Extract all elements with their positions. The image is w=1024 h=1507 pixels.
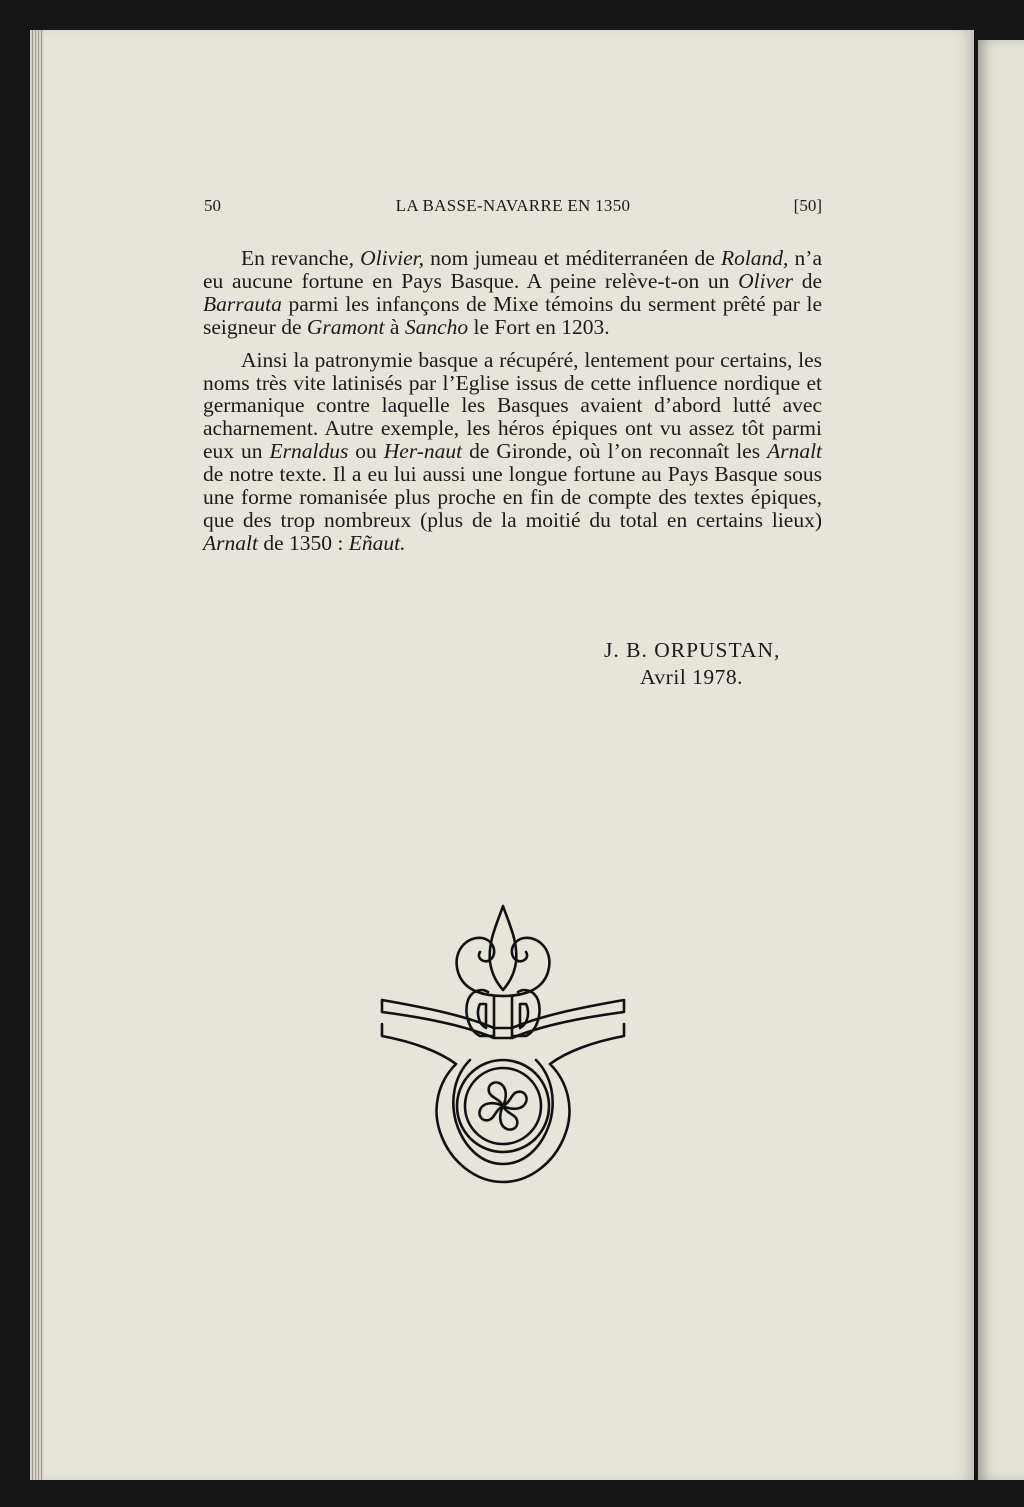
page-number: 50 (204, 196, 221, 215)
italic-name: Arnalt (767, 439, 823, 464)
basque-emblem-illustration (368, 900, 638, 1185)
italic-name: Olivier, (360, 246, 424, 270)
italic-name: Eñaut. (348, 530, 406, 555)
italic-name: Sancho (404, 314, 469, 339)
running-header (204, 196, 822, 222)
italic-name: Barrauta (203, 291, 282, 316)
bracket-page-number: [50] (793, 196, 822, 215)
lauburu-icon (479, 1082, 526, 1129)
emblem-crossbar (382, 1000, 624, 1038)
signature-block (560, 637, 800, 691)
italic-name: Her-naut (383, 439, 463, 464)
adjacent-page-edge (978, 40, 1024, 1480)
running-title: LA BASSE-NAVARRE EN 1350 (395, 196, 631, 215)
italic-name: Roland, (720, 246, 789, 270)
author-name: J. B. ORPUSTAN, (604, 638, 781, 662)
body-text (203, 247, 822, 555)
signature-date: Avril 1978. (640, 665, 744, 689)
italic-name: Arnalt (203, 530, 258, 555)
emblem-right-volute (503, 938, 549, 996)
paragraph: En revanche, Olivier, nom jumeau et méditerranéen de Roland, n’a eu aucune fortune en Pays Basque. A peine relève-t-on un Oliver de Barrauta parmi les infançons de Mixe témoins du serment prêté par le seigneur de Gramont à Sancho le Fort en 1203. (203, 246, 823, 339)
italic-name: Gramont (306, 314, 385, 339)
italic-name: Oliver (738, 268, 794, 293)
italic-name: Ernaldus (269, 439, 349, 464)
paragraph: Ainsi la patronymie basque a récupéré, lentement pour certains, les noms très vite latinisés par l’Eglise issus de cette influence nordique et germanique contre laquelle les Basques avaient d’abord lutté avec acharnement. Autre exemple, les héros épiques ont vu assez tôt parmi eux un Ernaldus ou Her-naut de Gironde, où l’on reconnaît les Arnalt de notre texte. Il a eu lui aussi une longue fortune au Pays Basque sous une forme romanisée plus proche en fin de compte des textes épiques, que des trop nombreux (plus de la moitié du total en certains lieux) Arnalt de 1350 : Eñaut. (203, 347, 823, 555)
emblem-left-volute (457, 938, 503, 996)
